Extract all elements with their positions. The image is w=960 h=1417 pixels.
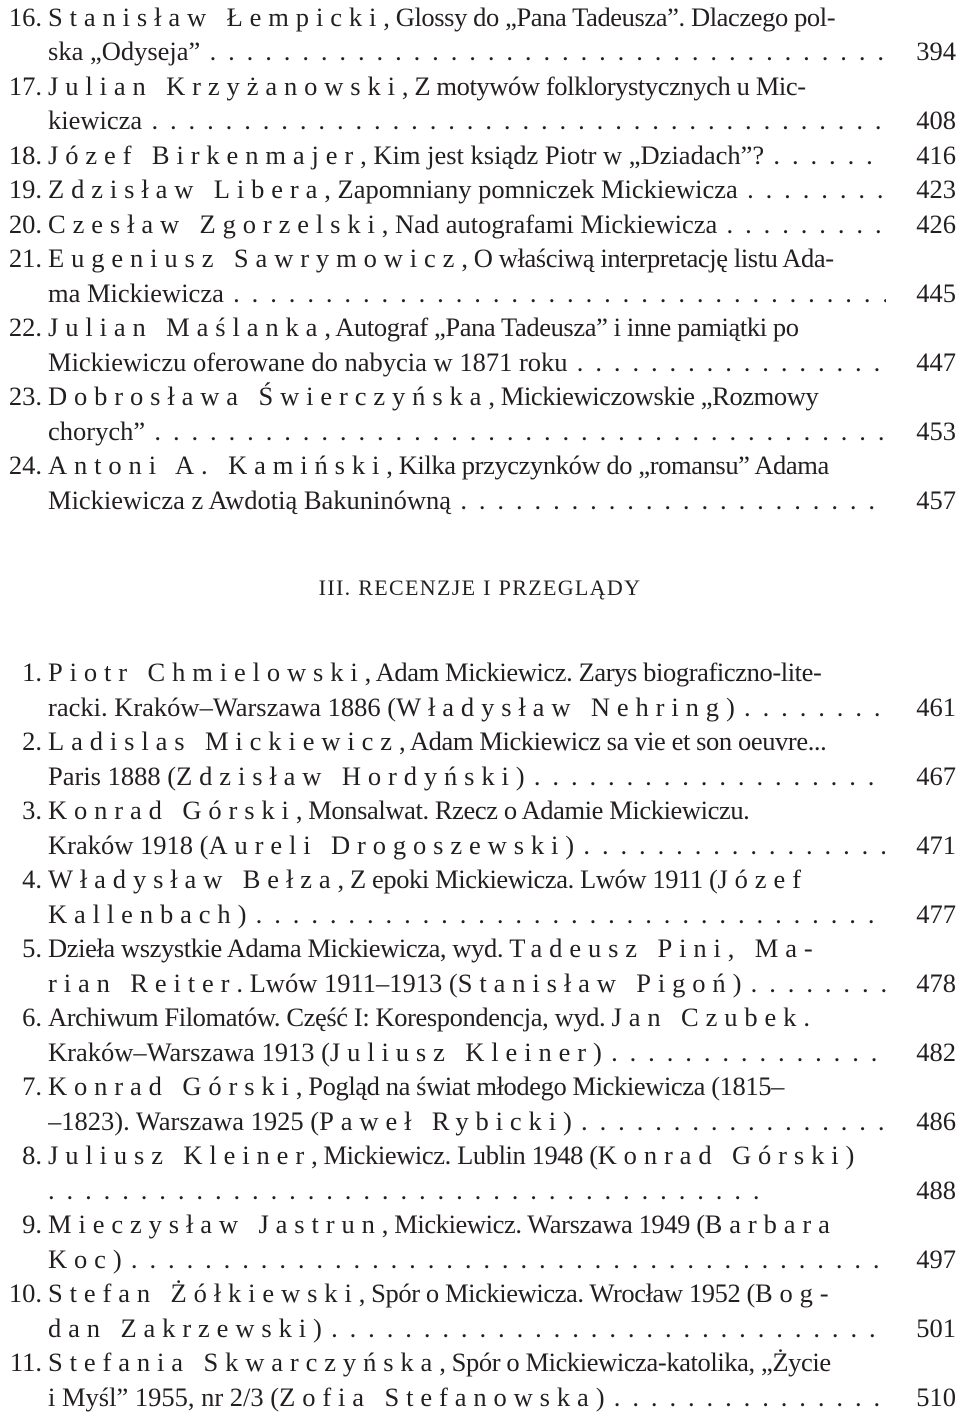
entry-number: 19.: [8, 174, 42, 204]
page-number: 497: [916, 1244, 956, 1274]
toc-entry-20: [0, 207, 960, 241]
author-name: Piotr Chmielowski: [48, 657, 365, 687]
entry-number: 23.: [8, 381, 42, 411]
review-entry-1: [0, 655, 960, 689]
entry-title: Mickiewiczu oferowane do nabycia w 1871 roku: [48, 347, 568, 377]
author-name: Konrad Górski: [48, 1071, 296, 1101]
closing-paren: ): [562, 1106, 572, 1136]
entry-title: , Kim jest ksiądz Piotr w „Dziadach”?: [360, 140, 765, 170]
review-entry-2: [0, 724, 960, 758]
toc-entry-17-cont: [0, 103, 960, 137]
toc-entry-22: [0, 310, 960, 344]
editor-name: Jan Czubek: [611, 1002, 804, 1032]
review-entry-7: [0, 1069, 960, 1103]
entry-number: 5.: [22, 933, 42, 963]
dot-leader: [48, 1173, 758, 1207]
review-entry-4-cont: [0, 897, 960, 931]
reviewer-name: Aureli Drogoszewski: [208, 830, 566, 860]
reviewer-name: Józef: [717, 864, 808, 894]
review-entry-6: [0, 1000, 960, 1034]
entry-title: , Adam Mickiewicz sa vie et son oeuvre...: [398, 726, 827, 756]
page-number: 457: [916, 485, 956, 515]
toc-entry-24: [0, 448, 960, 482]
reviewer-name: Koc: [48, 1244, 113, 1274]
reviewer-name: Kallenbach: [48, 899, 238, 929]
toc-entry-24-cont: [0, 483, 960, 517]
author-name: Dobrosława Świerczyńska: [48, 381, 489, 411]
entry-number: 1.: [22, 657, 42, 687]
page-number: 423: [916, 174, 956, 204]
toc-entry-19: [0, 172, 960, 206]
entry-title: i Myśl” 1955, nr 2/3 (: [48, 1382, 280, 1412]
entry-title: , Spór o Mickiewicza-katolika, „Życie: [439, 1347, 831, 1377]
toc-entry-23: [0, 379, 960, 413]
closing-paren: ): [725, 692, 735, 722]
reviewer-name: Bog-: [754, 1278, 836, 1308]
closing-paren: ): [732, 968, 742, 998]
review-entry-4: [0, 862, 960, 896]
entry-title: , Kilka przyczynków do „romansu” Adama: [386, 450, 829, 480]
reviewer-name: Zdzisław Hordyński: [176, 761, 516, 791]
review-entry-8: [0, 1138, 960, 1172]
closing-paren: ): [595, 1382, 605, 1412]
page-number: 486: [916, 1106, 956, 1136]
entry-title: , Mickiewicz. Warszawa 1949 (: [381, 1209, 705, 1239]
closing-paren: ): [312, 1313, 322, 1343]
page-number: 445: [916, 278, 956, 308]
author-name: Konrad Górski: [48, 795, 296, 825]
toc-entry-23-cont: [0, 414, 960, 448]
entry-title: , Mickiewicz. Lublin 1948 (: [311, 1140, 598, 1170]
editor-name: rian Reiter: [48, 968, 237, 998]
page-number: 394: [916, 36, 956, 66]
toc-entry-16: [0, 0, 960, 34]
entry-number: 10.: [8, 1278, 42, 1308]
entry-title: Paris 1888 (: [48, 761, 177, 791]
toc-entry-17: [0, 69, 960, 103]
review-entry-11-cont: [0, 1380, 960, 1414]
entry-title: , Z epoki Mickiewicza. Lwów 1911 (: [337, 864, 718, 894]
author-name: Czesław Zgorzelski: [48, 209, 382, 239]
entry-number: 4.: [22, 864, 42, 894]
entry-title: , Z motywów folklorystycznych u Mic-: [401, 71, 806, 101]
review-entry-7-cont: [0, 1104, 960, 1138]
reviewer-name: Barbara: [704, 1209, 837, 1239]
entry-title: , Nad autografami Mickiewicza: [381, 209, 718, 239]
entry-title: kiewicza: [48, 105, 143, 135]
entry-number: 24.: [8, 450, 42, 480]
entry-number: 9.: [22, 1209, 42, 1239]
review-entry-10-cont: [0, 1311, 960, 1345]
author-name: Stefan Żółkiewski: [48, 1278, 359, 1308]
entry-title: , Adam Mickiewicz. Zarys biograficzno-lite-: [364, 657, 822, 687]
page-number: 501: [916, 1313, 956, 1343]
entry-title: racki. Kraków–Warszawa 1886 (: [48, 692, 397, 722]
toc-entry-22-cont: [0, 345, 960, 379]
entry-number: 16.: [8, 2, 42, 32]
entry-number: 7.: [22, 1071, 42, 1101]
entry-title: ma Mickiewicza: [48, 278, 224, 308]
page-number: 461: [916, 692, 956, 722]
reviewer-name: dan Zakrzewski: [48, 1313, 313, 1343]
entry-number: 22.: [8, 312, 42, 342]
entry-number: 18.: [8, 140, 42, 170]
entry-number: 2.: [22, 726, 42, 756]
entry-title: , Glossy do „Pana Tadeusza”. Dlaczego pol-: [383, 2, 836, 32]
author-name: Stefania Skwarczyńska: [48, 1347, 440, 1377]
page-number: 488: [916, 1175, 956, 1205]
entry-title: , Monsalwat. Rzecz o Adamie Mickiewiczu.: [295, 795, 750, 825]
page-number: 426: [916, 209, 956, 239]
page-number: 510: [916, 1382, 956, 1412]
entry-number: 21.: [8, 243, 42, 273]
reviewer-name: Juliusz Kleiner: [329, 1037, 593, 1067]
reviewer-name: Stanisław Pigoń: [457, 968, 733, 998]
review-entry-10: [0, 1276, 960, 1310]
review-entry-3-cont: [0, 828, 960, 862]
entry-number: 3.: [22, 795, 42, 825]
closing-paren: ): [592, 1037, 602, 1067]
page-number: 447: [916, 347, 956, 377]
toc-entry-16-cont: [0, 34, 960, 68]
author-name: Juliusz Kleiner: [48, 1140, 312, 1170]
closing-paren: ): [112, 1244, 122, 1274]
toc-entry-18: [0, 138, 960, 172]
review-entry-9-cont: [0, 1242, 960, 1276]
entry-title: , Autograf „Pana Tadeusza” i inne pamiątki po: [324, 312, 799, 342]
entry-number: 6.: [22, 1002, 42, 1032]
reviewer-name: Konrad Górski: [597, 1140, 846, 1170]
page-number: 416: [916, 140, 956, 170]
period: .: [803, 1002, 810, 1032]
page-number: 478: [916, 968, 956, 998]
author-name: Julian Maślanka: [48, 312, 325, 342]
entry-title: Dzieła wszystkie Adama Mickiewicza, wyd.: [48, 933, 510, 963]
entry-title: ska „Odyseja”: [48, 36, 201, 66]
entry-title: , Pogląd na świat młodego Mickiewicza (1815–: [295, 1071, 784, 1101]
review-entry-8-cont: [0, 1173, 960, 1207]
toc-entry-21-cont: [0, 276, 960, 310]
author-name: Stanisław Łempicki: [48, 2, 384, 32]
reviewer-name: Zofia Stefanowska: [279, 1382, 596, 1412]
closing-paren: ): [565, 830, 575, 860]
reviewer-name: Paweł Rybicki: [319, 1106, 563, 1136]
entry-title: , Mickiewiczowskie „Rozmowy: [488, 381, 819, 411]
entry-number: 8.: [22, 1140, 42, 1170]
author-name: Władysław Bełza: [48, 864, 338, 894]
editor-name: Tadeusz Pini, Ma-: [509, 933, 820, 963]
review-entry-5-cont: [0, 966, 960, 1000]
page-number: 467: [916, 761, 956, 791]
entry-number: 17.: [8, 71, 42, 101]
author-name: Józef Birkenmajer: [48, 140, 361, 170]
entry-title: . Lwów 1911–1913 (: [236, 968, 458, 998]
author-name: Mieczysław Jastrun: [48, 1209, 382, 1239]
closing-paren: ): [237, 899, 247, 929]
author-name: Ladislas Mickiewicz: [48, 726, 399, 756]
review-entry-1-cont: [0, 690, 960, 724]
review-entry-5: [0, 931, 960, 965]
toc-entry-21: [0, 241, 960, 275]
page-number: 471: [916, 830, 956, 860]
review-entry-11: [0, 1345, 960, 1379]
entry-number: 11.: [9, 1347, 42, 1377]
section-heading: III. RECENZJE I PRZEGLĄDY: [318, 575, 642, 600]
review-entry-3: [0, 793, 960, 827]
closing-paren: ): [515, 761, 525, 791]
page-number: 453: [916, 416, 956, 446]
author-name: Eugeniusz Sawrymowicz: [48, 243, 462, 273]
reviewer-name: Władysław Nehring: [396, 692, 726, 722]
closing-paren: ): [845, 1140, 854, 1170]
entry-title: Archiwum Filomatów. Część I: Korespondencja, wyd.: [48, 1002, 612, 1032]
review-entry-6-cont: [0, 1035, 960, 1069]
page-number: 482: [916, 1037, 956, 1067]
entry-title: , Zapomniany pomniczek Mickiewicza: [324, 174, 738, 204]
author-name: Zdzisław Libera: [48, 174, 325, 204]
entry-title: –1823). Warszawa 1925 (: [48, 1106, 320, 1136]
entry-number: 20.: [8, 209, 42, 239]
review-entry-9: [0, 1207, 960, 1241]
entry-title: Mickiewicza z Awdotią Bakuninówną: [48, 485, 452, 515]
page-number: 477: [916, 899, 956, 929]
entry-title: , Spór o Mickiewicza. Wrocław 1952 (: [358, 1278, 755, 1308]
page-number: 408: [916, 105, 956, 135]
review-entry-2-cont: [0, 759, 960, 793]
entry-title: , O właściwą interpretację listu Ada-: [461, 243, 834, 273]
entry-title: Kraków 1918 (: [48, 830, 209, 860]
entry-title: chorych”: [48, 416, 146, 446]
entry-title: Kraków–Warszawa 1913 (: [48, 1037, 330, 1067]
author-name: Antoni A. Kamiński: [48, 450, 387, 480]
author-name: Julian Krzyżanowski: [48, 71, 402, 101]
